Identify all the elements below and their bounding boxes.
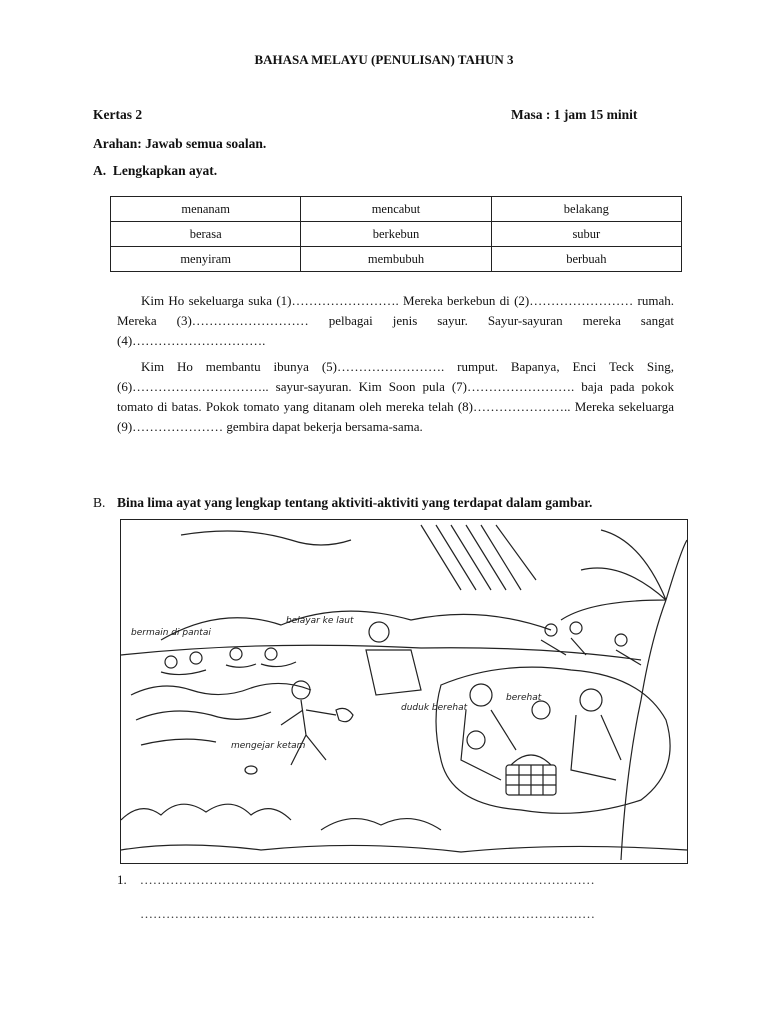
- answer-dots: ……………………………………………………………………………………………: [139, 872, 595, 887]
- cloze-paragraph-1: [117, 291, 674, 351]
- section-a-label: A.: [93, 163, 107, 178]
- word-cell: membubuh: [301, 247, 491, 272]
- caption-sitting: duduk berehat: [401, 703, 468, 713]
- caption-sailing: belayar ke laut: [286, 616, 354, 626]
- section-b-instruction: Bina lima ayat yang lengkap tentang aktiviti-aktiviti yang terdapat dalam gambar.: [117, 495, 593, 510]
- word-cell: menanam: [111, 197, 301, 222]
- time-allowed: Masa : 1 jam 15 minit: [511, 107, 638, 122]
- answer-line-1[interactable]: [117, 872, 595, 888]
- section-b-heading: [93, 495, 592, 511]
- instructions: Arahan: Jawab semua soalan.: [93, 136, 267, 151]
- word-cell: berkebun: [301, 222, 491, 247]
- answer-dots: ……………………………………………………………………………………………: [140, 906, 595, 921]
- caption-chasing-crab: mengejar ketam: [231, 741, 306, 751]
- word-cell: berbuah: [491, 247, 681, 272]
- answer-number: 1.: [117, 872, 127, 887]
- paper-number: Kertas 2: [93, 107, 143, 122]
- beach-scene-drawing: [121, 520, 687, 863]
- table-row: [111, 222, 682, 247]
- section-a-instruction: Lengkapkan ayat.: [112, 163, 218, 178]
- word-bank-table: [110, 196, 682, 272]
- word-cell: mencabut: [301, 197, 491, 222]
- word-cell: belakang: [491, 197, 681, 222]
- word-cell: menyiram: [111, 247, 301, 272]
- beach-scene-illustration: [120, 519, 688, 864]
- cloze-paragraph-2: [117, 357, 674, 437]
- paragraph-text: Kim Ho membantu ibunya (5)……………………. rumput. Bapanya, Enci Teck Sing, (6)………………………….. sayur-sayuran. Kim Soon pula (7)……………………. baja pada pokok tomato di batas. Pokok tomato yang ditanam oleh mereka telah (8)………………….. Mereka sekeluarga (9)………………… gembira dapat bekerja bersama-sama.: [117, 359, 674, 434]
- section-b-label: B.: [93, 495, 106, 510]
- caption-resting: berehat: [506, 693, 542, 703]
- word-cell: subur: [491, 222, 681, 247]
- page-title: BAHASA MELAYU (PENULISAN) TAHUN 3: [254, 52, 514, 67]
- paragraph-text: Kim Ho sekeluarga suka (1)……………………. Mereka berkebun di (2)…………………… rumah. Mereka (3)……………………… pelbagai jenis sayur. Sayur-sayuran mereka sangat (4)………………………….: [117, 293, 674, 348]
- table-row: [111, 197, 682, 222]
- section-a-heading: [93, 163, 217, 179]
- answer-line-1-continuation[interactable]: [140, 906, 595, 922]
- table-row: [111, 247, 682, 272]
- caption-swimming: bermain di pantai: [131, 628, 211, 638]
- word-cell: berasa: [111, 222, 301, 247]
